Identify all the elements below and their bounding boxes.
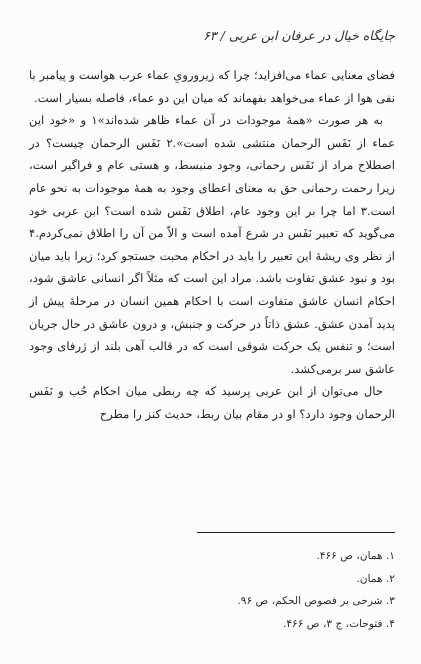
paragraph: فضای معنایی عماء می‌افزاید؛ چرا که زیرورویِ عماء عرب هواست و پیامبر با نفی هوا از عماء می‌خواهد بفهماند که میان این دو عماء، فاصله بسیار است. [29, 68, 395, 105]
paragraph: به هر صورت «همهٔ موجودات در آن عماء ظاهر شده‌اند»۱ و «خود این عماء از نَفَس الرحمان منتشی شده است».۲ نَفَس الرحمان چیست؟ در اصطلاح مراد از نَفَس رحمانی، وجود منبسط، و هستی عام و فراگیر است، زیرا رحمت رحمانی حق به معنای اعطای وجود به همهٔ موجودات به نحو عام است.۳ اما چرا بر این وجود عام، اطلاق نَفَس شده است؟ ابن عربی خود می‌گوید که تعبیر نَفَس در شرع آمده است و الاّ من آن را اطلاق نمی‌کردم.۴ از نظر وی ریشهٔ این تعبیر را باید در احکام محبت جستجو کرد؛ زیرا باید میان بود و نبود عشق تفاوت باشد. مراد این است که مثلاً اگر انسانی عاشق شود، احکام انسان عاشق متفاوت است با احکام همین انسان در مرحلهٔ پیش از پدید آمدن عشق. عشق ذاتاً در حرکت و جنبش، و درون عاشق در حال جریان است؛ و تنفس یک حرکت شوقی است که در قالب آهی بلند از ژرفای وجود عاشق سر برمی‌کشد. [29, 113, 395, 376]
running-header: جایگاه خیال در عرفان ابن عربی / ۶۳ [203, 28, 395, 43]
main-text [29, 64, 395, 426]
footnote: ۴. فتوحات، ج ۳، ص ۴۶۶. [282, 617, 395, 630]
footnote: ۲. همان. [356, 572, 395, 585]
footnote: ۱. همان، ص ۴۶۶. [316, 550, 395, 562]
footnote: ۳. شرحی بر فصوص الحکم، ص ۹۶. [237, 595, 395, 607]
footnotes [29, 545, 395, 635]
paragraph: حال می‌توان از ابن عربی پرسید که چه ربطی میان احکام حُب و نَفَس الرحمان وجود دارد؟ او در مقام بیان ربط، حدیث کنز را مطرح [29, 384, 395, 421]
footnote-divider [197, 532, 395, 533]
